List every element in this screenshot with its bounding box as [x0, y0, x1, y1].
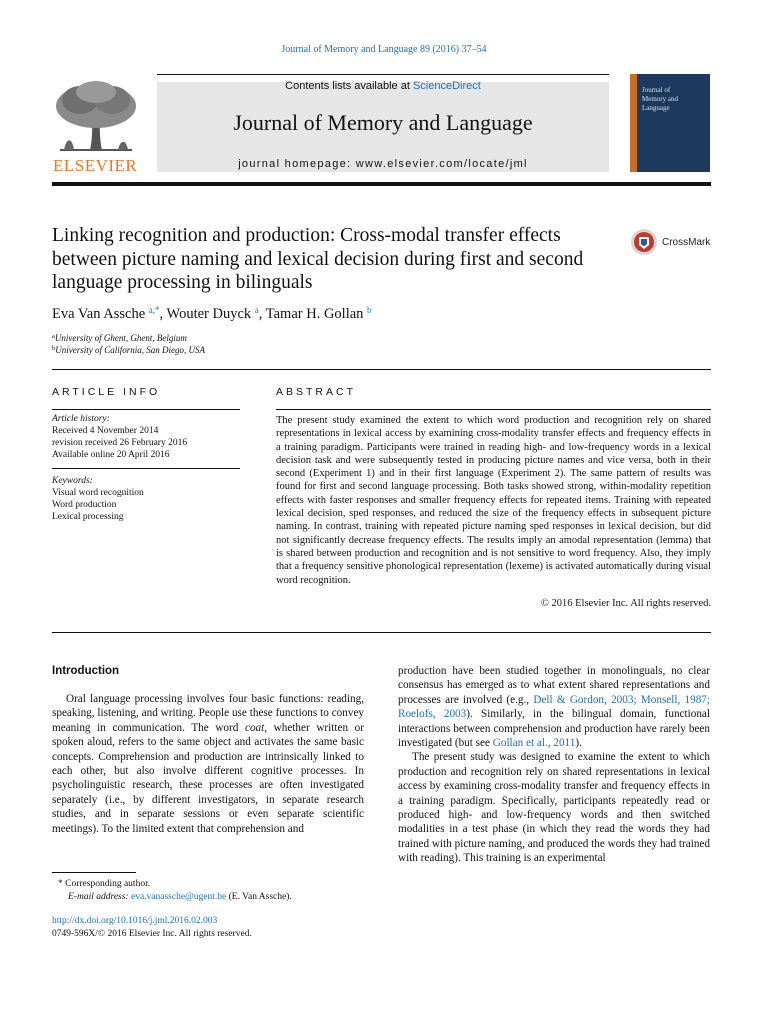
citation-link[interactable]: Dell & Gordon, 2003; Monsell, 1987; Roelofs, 2003 [398, 693, 711, 721]
email-note [68, 892, 292, 902]
body-text: production have been studied together in monolinguals, no clear consensus has emerged as to what extent shared representations and processes are involved (e.g., [398, 665, 710, 706]
header-top-rule [157, 74, 609, 75]
history-item: Received 4 November 2014 [52, 426, 159, 436]
introduction-heading: Introduction [52, 665, 120, 677]
keyword: Lexical processing [52, 512, 124, 522]
keywords-rule [52, 468, 240, 469]
author-superscript[interactable]: b [367, 305, 372, 315]
author-separator: , [159, 306, 167, 322]
citation-link[interactable]: Gollan et al., 2011 [492, 737, 576, 750]
corresponding-author-note: * Corresponding author. [58, 879, 151, 889]
keywords [52, 475, 144, 523]
article-info-heading: ARTICLE INFO [52, 386, 161, 398]
body-text: , whether written or spoken aloud, refers to the same object and activates the same basic concepts. Comprehension and production are intrinsically linked to each other, but also involve different cognitive processes. In psycholinguistic research, these processes are often investigated separately (i.e., by different investigators, in separate research studies, and in separate sessions or even separate scientific meetings). To the limited extent that comprehension and [52, 721, 364, 835]
body-paragraph [52, 692, 364, 836]
body-text: ). [575, 737, 582, 750]
affiliation-text: University of Ghent, Ghent, Belgium [54, 333, 187, 343]
sciencedirect-link[interactable]: ScienceDirect [412, 80, 481, 92]
author-superscript[interactable]: a [254, 305, 259, 315]
affiliation-marker: b [52, 345, 56, 352]
history-item: revision received 26 February 2016 [52, 438, 188, 448]
body-paragraph [398, 664, 710, 750]
history-item: Available online 20 April 2016 [52, 450, 170, 460]
crossmark-label: CrossMark [662, 237, 711, 248]
doi-link[interactable]: http://dx.doi.org/10.1016/j.jml.2016.02.003 [52, 916, 218, 926]
body-text: ). Similarly, in the bilingual domain, functional interactions between comprehension and production have rarely been investigated (but see [398, 708, 710, 750]
affiliation-text: University of California, San Diego, USA [55, 345, 205, 355]
email-label: E-mail address: [68, 892, 131, 902]
contents-line [157, 80, 609, 92]
elsevier-wordmark: ELSEVIER [53, 156, 138, 175]
author-name: Eva Van Assche [52, 306, 146, 322]
abstract-bottom-rule [52, 632, 711, 633]
homepage-prefix: journal homepage: [238, 158, 356, 170]
article-history [52, 413, 187, 461]
body-emphasis: coat [244, 721, 265, 734]
cover-stripe [630, 74, 637, 172]
cover-text [642, 86, 704, 113]
abstract-copyright: © 2016 Elsevier Inc. All rights reserved. [540, 598, 711, 609]
crossmark-badge[interactable] [630, 228, 712, 258]
body-paragraph: The present study was designed to examine the extent to which production and recognition rely on shared representations in lexical access by examining cross-modality transfer and frequency effects in a training paradigm. Specifically, participants repeatedly read or produced high- and low-frequency words and then switched modalities in a test phase (in which they read the words they had trained with picture naming, and produced the words they had trained with reading). This training is an experimental [398, 751, 710, 865]
header-bottom-rule [52, 182, 711, 186]
affiliation [52, 333, 187, 343]
crossmark-icon [630, 228, 658, 256]
author-superscript[interactable]: a,* [148, 305, 160, 315]
affiliation-marker: a [52, 333, 55, 340]
author-list [52, 305, 372, 323]
keyword: Visual word recognition [52, 488, 144, 498]
homepage-url[interactable]: www.elsevier.com/locate/jml [355, 158, 528, 170]
body-column-left [52, 692, 364, 836]
author-name: Wouter Duyck [166, 306, 252, 322]
journal-citation[interactable]: Journal of Memory and Language 89 (2016) 37–54 [281, 44, 487, 55]
cover-line: Journal of [642, 86, 671, 94]
keyword: Word production [52, 500, 117, 510]
abstract-rule [276, 409, 711, 410]
journal-cover-image [630, 74, 710, 172]
affiliations-rule [52, 369, 711, 370]
body-column-right [398, 664, 710, 866]
email-suffix: (E. Van Assche). [226, 892, 292, 902]
abstract-text: The present study examined the extent to which word production and recognition rely on shared representations in lexical access by examining cross-modality transfer effects and frequency effects in a training paradigm. Participants were trained in reading high- and low-frequency words in a lexical decision task and were subsequently tested in producing picture names and vice versa, both in their second (Experiment 1) and in their first language (Experiment 2). The same pattern of results was found for first and second language processing. Both tasks showed strong, within-modality repetition effects with faster responses and smaller frequency effects for repeated items. Training with repeated lexical decision, sped responses, and reduced the size of the frequency effects in subsequent picture naming. In contrast, training with repeated picture naming sped responses in lexical decision, but did not significantly decrease frequency effects. The results imply an amodal representation (lemma) that is shared between production and recognition and is not sensitive to word frequency. Also, they imply that a frequency sensitive phonological representation (lexeme) is activated automatically during visual word recognition. [276, 415, 711, 586]
journal-title: Journal of Memory and Language [233, 110, 533, 135]
cover-line: Memory and [642, 95, 678, 103]
keywords-label: Keywords: [52, 476, 93, 486]
email-link[interactable]: eva.vanassche@ugent.be [130, 892, 227, 902]
footnote-rule [52, 872, 136, 873]
history-label: Article history: [52, 414, 110, 424]
abstract-heading: ABSTRACT [276, 386, 357, 398]
cover-line: Language [642, 104, 670, 112]
article-title: Linking recognition and production: Cross-modal transfer effects between picture naming and lexical decision during first and second language processing in bilinguals [52, 225, 584, 293]
issn-line: 0749-596X/© 2016 Elsevier Inc. All rights reserved. [52, 929, 252, 939]
journal-homepage [157, 158, 609, 170]
affiliation [52, 345, 205, 355]
elsevier-tree-logo [50, 78, 142, 156]
article-info-rule [52, 409, 240, 410]
author-name: Tamar H. Gollan [265, 306, 364, 322]
contents-prefix: Contents lists available at [285, 80, 413, 92]
body-text: Oral language processing involves four basic functions: reading, speaking, listening, and writing. People use these functions to convey meaning in communication. The word [52, 693, 364, 734]
author-separator: , [258, 306, 266, 322]
